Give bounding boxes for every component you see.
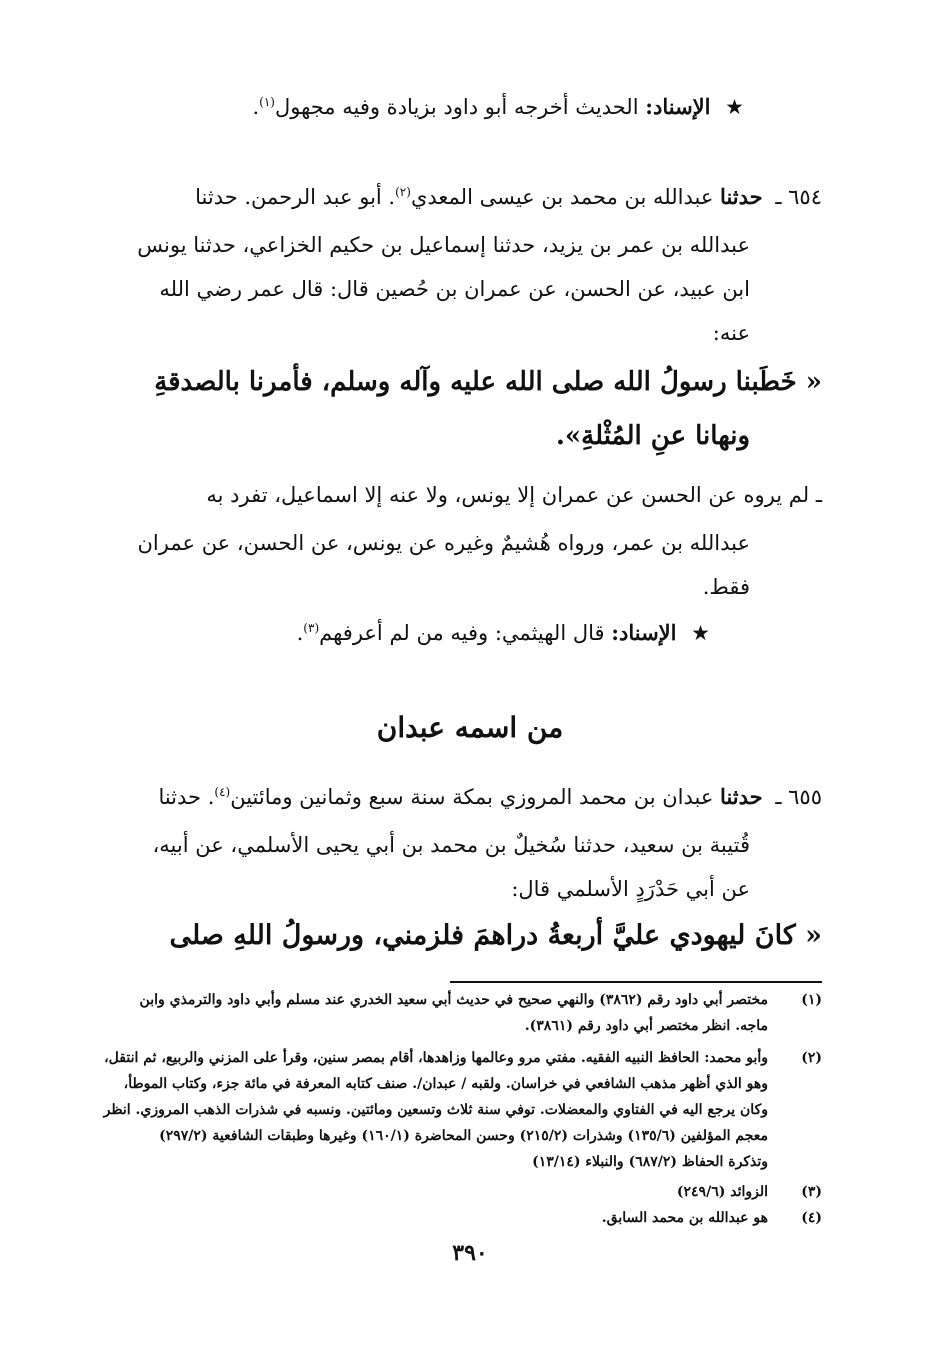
star-icon: ★ [725,95,744,119]
hadith-opening: حدثنا [720,184,763,209]
hadith-655-line-3: عن أبي حَدْرَدٍ الأسلمي قال: [511,877,750,901]
footnote-text: معجم المؤلفين (١٣٥/٦) وشذرات (٢١٥/٢) وحسن المحاضرة (١٦٠/١) وغيرها وطبقات الشافعية (٢٩٧/٢) [159,1128,768,1144]
footnote-text: هو عبدالله بن محمد السابق. [601,1210,768,1226]
hadith-number: ٦٥٤ ـ [775,185,822,209]
hadith-654-remark-1: ـ لم يروه عن الحسن عن عمران إلا يونس، ولا عنه إلا اسماعيل، تفرد به [206,483,822,507]
hadith-654-line-4: عنه: [712,321,750,345]
hadith-654-text-2: ونهانا عنِ المُثْلةِ». [555,421,750,451]
footnote-number: (٣) [801,1184,822,1200]
hadith-number: ٦٥٥ ـ [775,785,822,809]
chain-text-tail: . أبو عبد الرحمن. حدثنا [195,185,396,209]
chain-text: عبدان بن محمد المروزي بمكة سنة سبع وثمانين ومائتين [230,785,714,809]
isnad-note-1: ★ الإسناد: الحديث أخرجه أبو داود بزيادة وفيه مجهول$^{(١)}$. [252,94,744,119]
footnote-text: الزوائد (٢٤٩/٦) [676,1184,768,1200]
hadith-654-remark-2: عبدالله بن عمر، ورواه هُشيمٌ وغيره عن يونس، عن الحسن، عن عمران [137,531,750,555]
hadith-654-remark-3: فقط. [702,575,750,599]
footnote-text: ماجه. انظر مختصر أبي داود رقم (٣٨٦١). [524,1018,768,1034]
footnote-number: (٤) [801,1210,822,1226]
hadith-654-line-2: عبدالله بن عمر بن يزيد، حدثنا إسماعيل بن حكيم الخزاعي، حدثنا يونس [137,233,750,257]
footnote-text: وتذكرة الحفاظ (٦٨٧/٢) والنبلاء (١٣/١٤) [532,1154,768,1170]
footnote-number: (١) [801,992,822,1008]
chain-text-tail: . حدثنا [158,785,215,809]
page-number: ٣٩٠ [452,1240,488,1266]
isnad-label: الإسناد: [645,94,711,119]
footnote-ref: (٢) [395,185,411,199]
footnote-text: وأبو محمد: الحافظ النبيه الفقيه. مفتي مرو وعالمها وزاهدها، أقام بمصر سنين، وقرأ على المزني والربيع، ثم انتقل، [104,1050,768,1066]
hadith-655-text-1: « كانَ ليهودي عليَّ أربعةُ دراهمَ فلزمني، ورسولُ اللهِ صلى [169,920,822,951]
footnote-ref: (٣) [303,621,320,635]
footnote-text: وهو الذي أظهر مذهب الشافعي في خراسان. ولقبه / عبدان/. صنف كتابه المعرفة في مائة جزء، وكتاب الموطأ، [123,1076,768,1092]
isnad-text: قال الهيثمي: وفيه من لم أعرفهم [319,621,605,645]
footnote-ref: (٤) [214,785,231,799]
hadith-655-line-1 [158,780,822,814]
hadith-654-text-1: « خَطَبنا رسولُ الله صلى الله عليه وآله وسلم، فأمرنا بالصدقةِ [154,367,822,397]
footnote-divider [450,981,822,983]
chain-text: عبدالله بن محمد بن عيسى المعدي [410,185,714,209]
hadith-654-line-1 [195,180,822,214]
isnad-note-2: ★ الإسناد: قال الهيثمي: وفيه من لم أعرفهم$^{(٣)}$. [296,620,710,645]
hadith-654-line-3: ابن عبيد، عن الحسن، عن عمران بن حُصين قال: قال عمر رضي الله [159,277,750,301]
footnote-ref: (١) [259,95,275,109]
footnote-text: مختصر أبي داود رقم (٣٨٦٢) والنهي صحيح في حديث أبي سعيد الخدري عند مسلم وأبي داود والترمذي وابن [139,992,768,1008]
isnad-text: الحديث أخرجه أبو داود بزيادة وفيه مجهول [274,95,639,119]
footnote-text: وكان يرجع اليه في الفتاوي والمعضلات. توفي سنة ثلاث وتسعين ومائتين. ونسبه في شذرات الذهب المروزي. انظر [103,1102,768,1118]
hadith-655-line-2: قُتيبة بن سعيد، حدثنا سُخيلٌ بن محمد بن أبي يحيى الأسلمي، عن أبيه، [152,833,750,857]
star-icon: ★ [691,621,710,645]
isnad-label: الإسناد: [611,620,677,645]
section-title: من اسمه عبدان [376,711,564,744]
footnote-number: (٢) [801,1050,822,1066]
hadith-opening: حدثنا [720,784,763,809]
